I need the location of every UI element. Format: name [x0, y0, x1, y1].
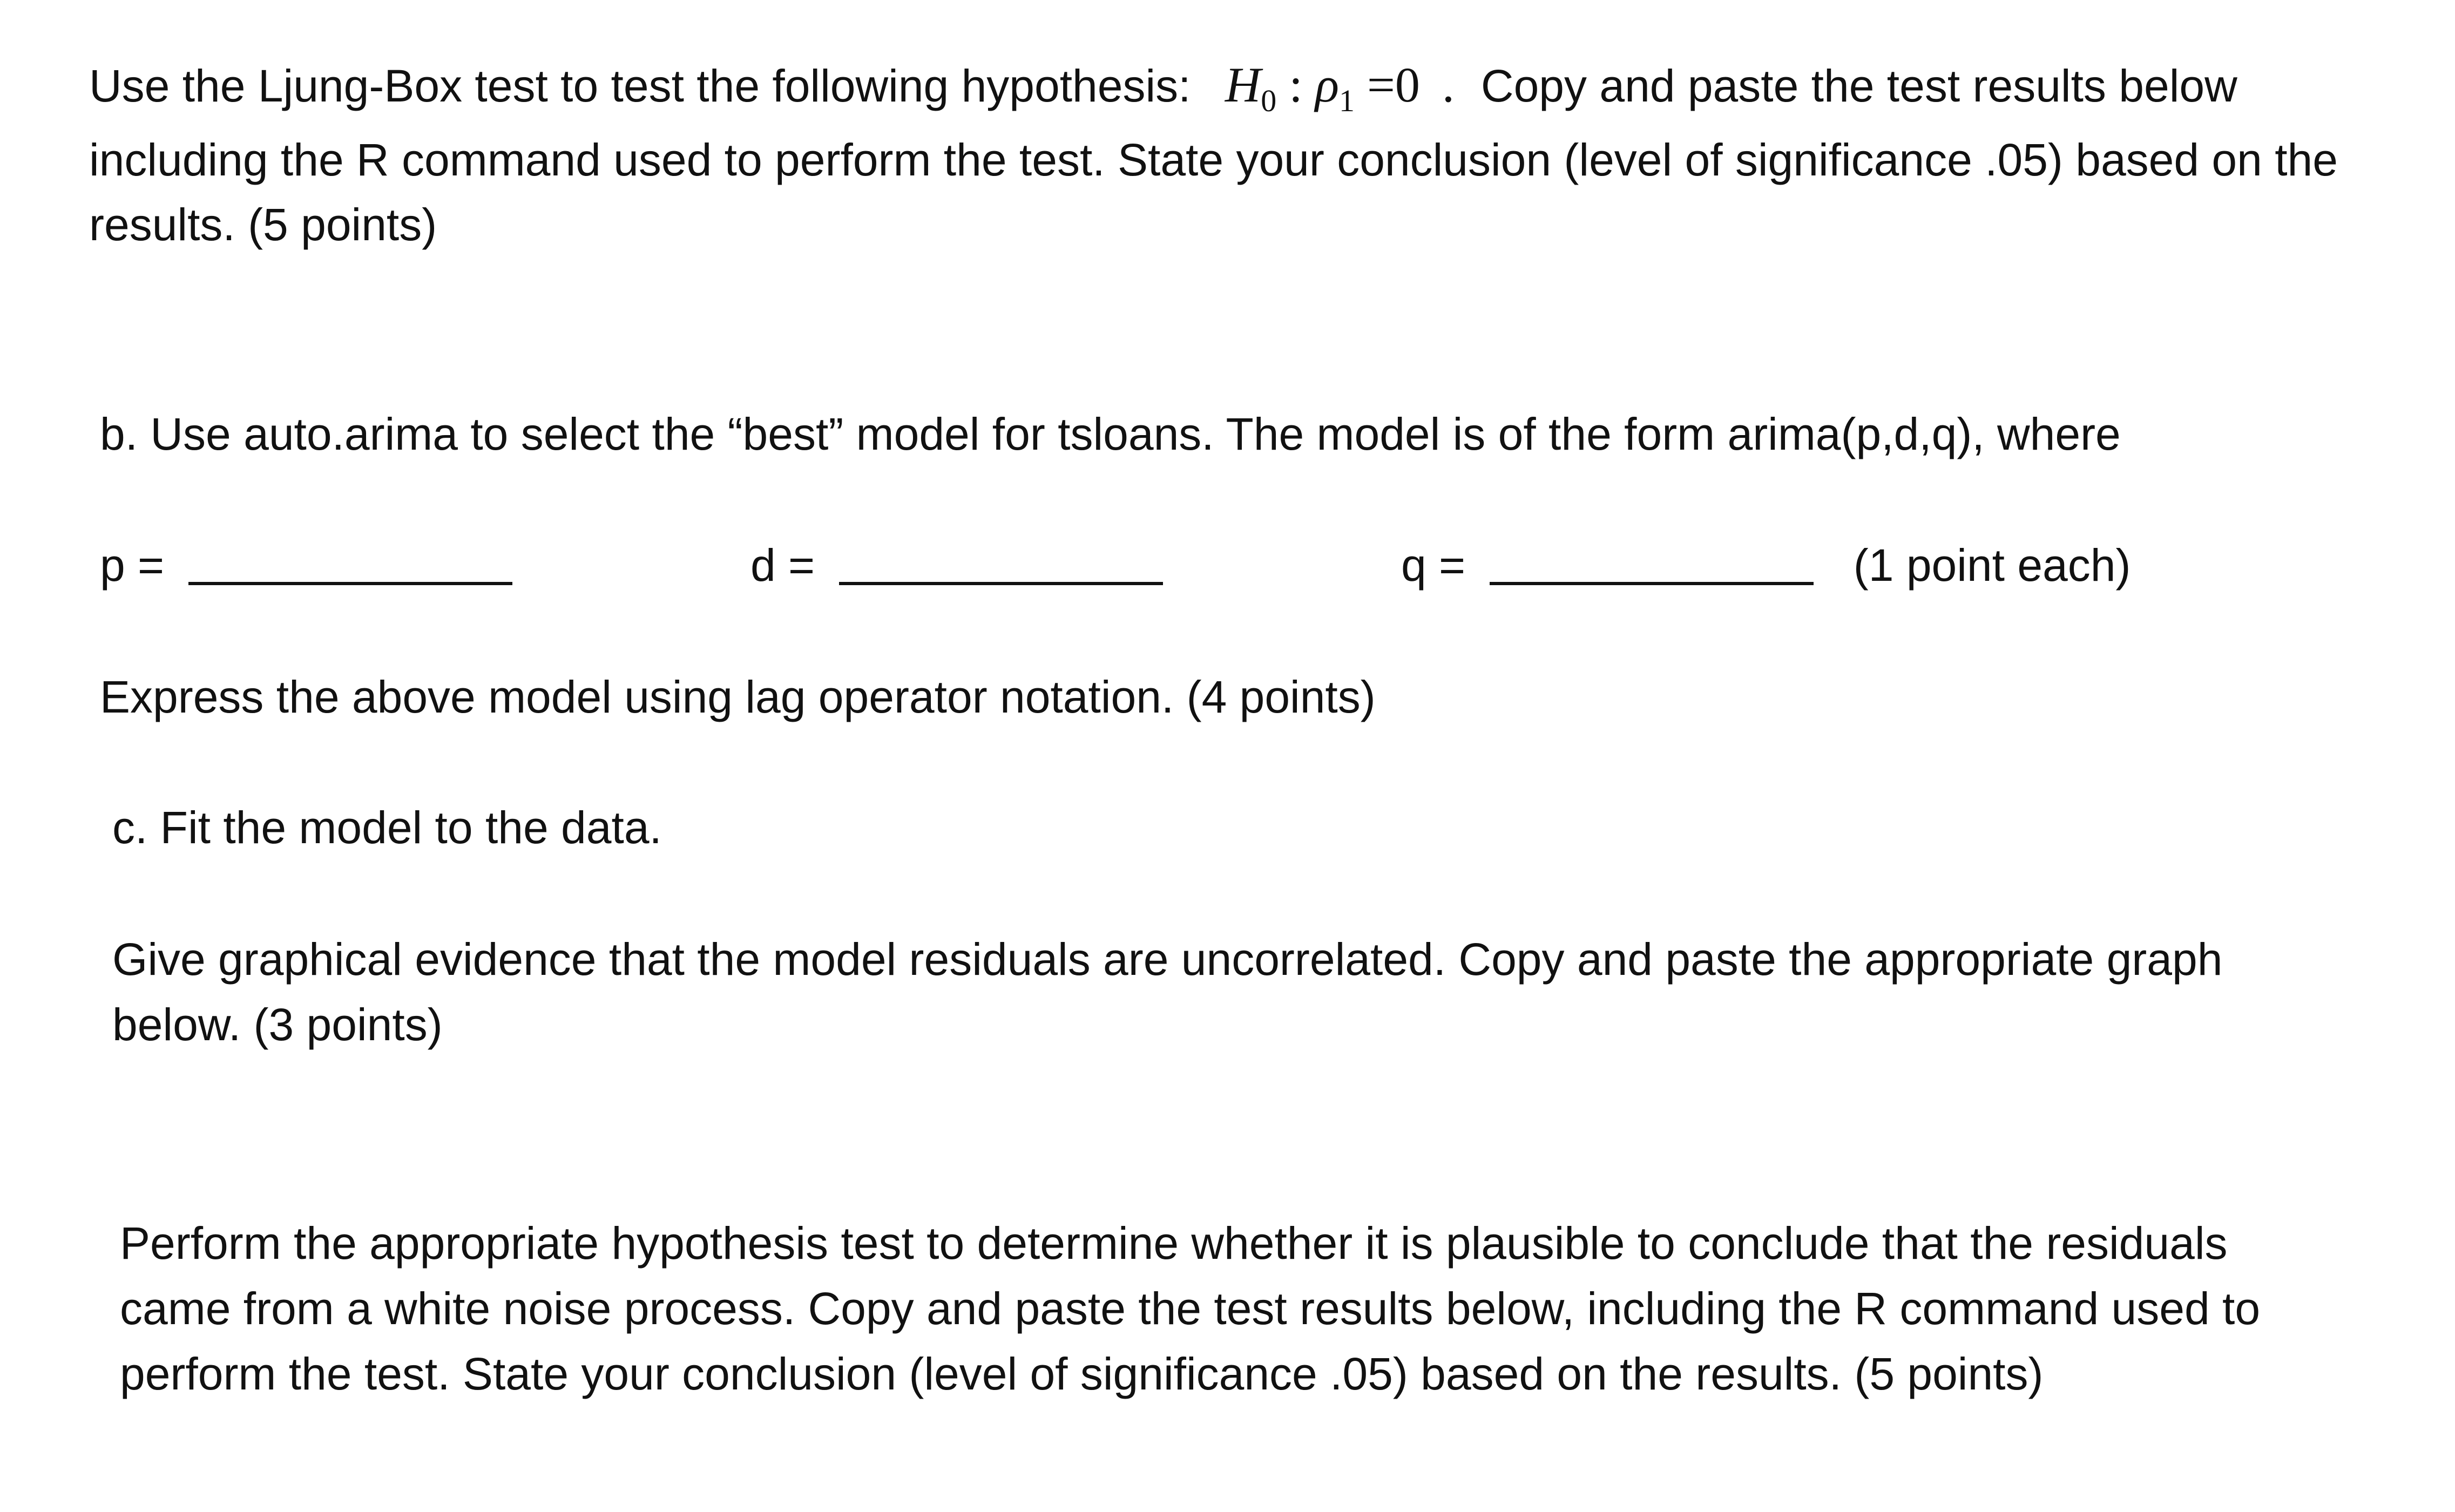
q-label: q = [1401, 540, 1466, 591]
points-each: (1 point each) [1853, 540, 2131, 591]
part-b-prompt: b. Use auto.arima to select the “best” model for tsloans. The model is of the form arima(p,d,q), where [100, 409, 2121, 459]
part-c-prompt: c. Fit the model to the data. [112, 802, 662, 853]
part-a-line-3: results. (5 points) [89, 199, 437, 250]
d-answer-blank[interactable] [839, 577, 1163, 585]
part-a-line-1-tail: Copy and paste the test results below [1480, 60, 2237, 111]
d-field [750, 532, 1163, 598]
part-a-line-2: including the R command used to perform the test. State your conclusion (level of significance .05) based on the [89, 134, 2338, 185]
p-answer-blank[interactable] [188, 577, 512, 585]
part-a-intro: Use the Ljung-Box test to test the following hypothesis: [89, 60, 1191, 111]
graph-evidence-line-2: below. (3 points) [112, 999, 443, 1050]
d-label: d = [750, 540, 815, 591]
white-noise-test-line-2: came from a white noise process. Copy and paste the test results below, including the R command used to [120, 1283, 2261, 1334]
white-noise-test-line-3: perform the test. State your conclusion (level of significance .05) based on the results. (5 points) [120, 1348, 2044, 1399]
lag-operator-prompt: Express the above model using lag operator notation. (4 points) [100, 672, 1376, 722]
white-noise-test-line-1: Perform the appropriate hypothesis test to determine whether it is plausible to conclude that the residuals [120, 1218, 2228, 1269]
p-label: p = [100, 540, 165, 591]
hypothesis-formula: $H_0$ : $\rho_1 =0$ . [1225, 57, 1455, 118]
p-field [100, 532, 512, 598]
q-field [1401, 532, 2131, 598]
graph-evidence-line-1: Give graphical evidence that the model residuals are uncorrelated. Copy and paste the appropriate graph [112, 934, 2223, 985]
part-a-line-1 [89, 52, 2237, 134]
q-answer-blank[interactable] [1490, 577, 1814, 585]
